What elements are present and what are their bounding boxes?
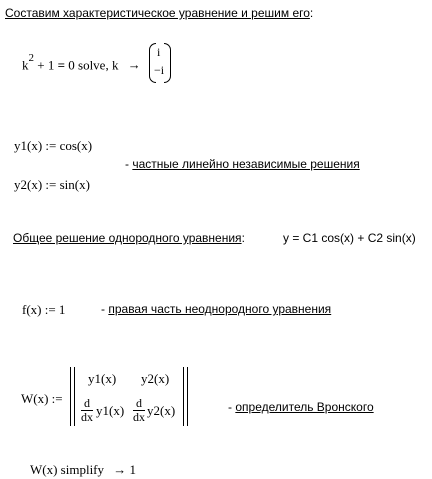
det-bar-right-inner xyxy=(183,367,184,426)
right-paren xyxy=(164,43,171,83)
w-label: W(x) := xyxy=(21,391,63,406)
general-colon: : xyxy=(241,231,245,245)
y1-definition: y1(x) := cos(x) xyxy=(14,138,93,153)
d-numerator-2: d xyxy=(136,396,142,410)
particular-note-text: частные линейно независимые решения xyxy=(132,157,360,171)
det-bar-left-outer xyxy=(70,367,71,426)
w-r1c2: y2(x) xyxy=(141,371,170,386)
general-formula: y = C1 cos(x) + C2 sin(x) xyxy=(283,231,416,245)
general-solution xyxy=(13,231,245,245)
dx-denominator-2: dx xyxy=(133,410,145,424)
derivative-op-2 xyxy=(133,397,145,424)
w-note-text: определитель Вронского xyxy=(235,400,374,414)
f-note-text: правая часть неоднородного уравнения xyxy=(108,302,332,316)
characteristic-equation xyxy=(22,52,141,73)
w-dash: - xyxy=(228,400,232,414)
w-r2c2: y2(x) xyxy=(147,403,176,418)
f-definition: f(x) := 1 xyxy=(22,302,66,317)
w-note xyxy=(228,400,374,414)
heading-text: Составим характеристическое уравнение и решим его xyxy=(5,6,310,20)
particular-note xyxy=(125,157,360,171)
char-eq-exponent: 2 xyxy=(28,52,34,64)
f-note xyxy=(101,302,331,316)
general-label: Общее решение однородного уравнения xyxy=(13,231,242,245)
heading-colon: : xyxy=(309,6,314,20)
det-bar-left-inner xyxy=(74,367,75,426)
det-bar-right-outer xyxy=(187,367,188,426)
heading xyxy=(5,6,313,20)
derivative-op-1 xyxy=(81,397,93,424)
simplify-result: 1 xyxy=(129,462,137,477)
y2-definition: y2(x) := sin(x) xyxy=(14,177,90,192)
f-dash: - xyxy=(101,302,105,316)
simplify-arrow: → xyxy=(113,462,127,477)
char-eq-equals: = xyxy=(57,57,66,73)
char-eq-rest: + 1 xyxy=(37,57,55,73)
char-eq-base: k xyxy=(22,57,29,73)
dx-denominator-1: dx xyxy=(81,410,93,424)
roots-vector xyxy=(149,43,171,81)
particular-dash: - xyxy=(125,157,129,171)
char-eq-rhs: 0 solve, k xyxy=(68,57,119,73)
d-numerator-1: d xyxy=(84,396,90,410)
root-2: −i xyxy=(154,63,165,77)
w-r2c1: y1(x) xyxy=(96,403,125,418)
char-eq-arrow: → xyxy=(127,57,141,73)
root-1: i xyxy=(157,45,161,59)
simplify-expr: W(x) simplify xyxy=(30,462,105,477)
w-r1c1: y1(x) xyxy=(88,371,117,386)
simplify-line xyxy=(30,462,136,478)
